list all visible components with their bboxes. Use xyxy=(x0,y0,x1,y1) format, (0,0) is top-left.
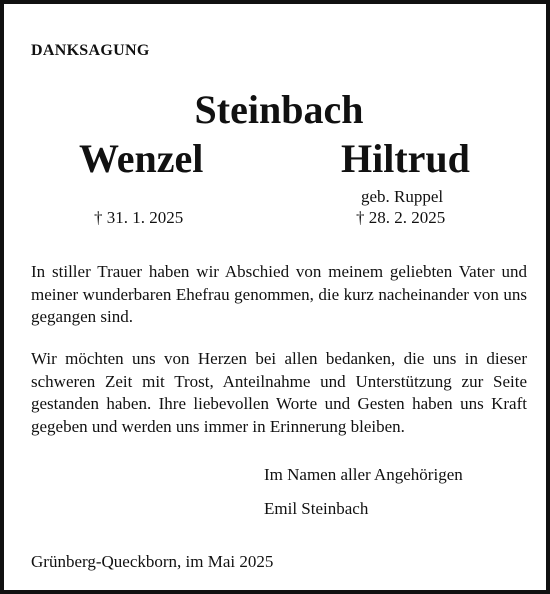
death-date-left: † 31. 1. 2025 xyxy=(94,208,184,227)
signature-name: Emil Steinbach xyxy=(264,499,369,518)
first-name-right: Hiltrud xyxy=(341,136,470,181)
place-and-date: Grünberg-Queckborn, im Mai 2025 xyxy=(31,552,274,571)
first-name-left: Wenzel xyxy=(79,136,204,181)
body-paragraph-1: In stiller Trauer haben wir Abschied von meinem geliebten Vater und meiner wunderbaren Ehefrau genommen, die kurz nacheinander von uns gegangen sind. xyxy=(31,262,527,326)
family-surname: Steinbach xyxy=(194,87,364,132)
body-paragraph-2: Wir möchten uns von Herzen bei allen bedanken, die uns in dieser schweren Zeit mit Trost, Anteilnahme und Unterstützung zur Seite gestanden haben. Ihre liebevollen Worte und Gesten haben uns Kraft gegeben und werden uns immer in Erinnerung bleiben. xyxy=(31,349,527,436)
notice-heading: DANKSAGUNG xyxy=(31,42,150,59)
death-date-right: † 28. 2. 2025 xyxy=(356,208,446,227)
signature-line-1: Im Namen aller Angehörigen xyxy=(264,465,463,484)
maiden-name: geb. Ruppel xyxy=(361,187,444,206)
